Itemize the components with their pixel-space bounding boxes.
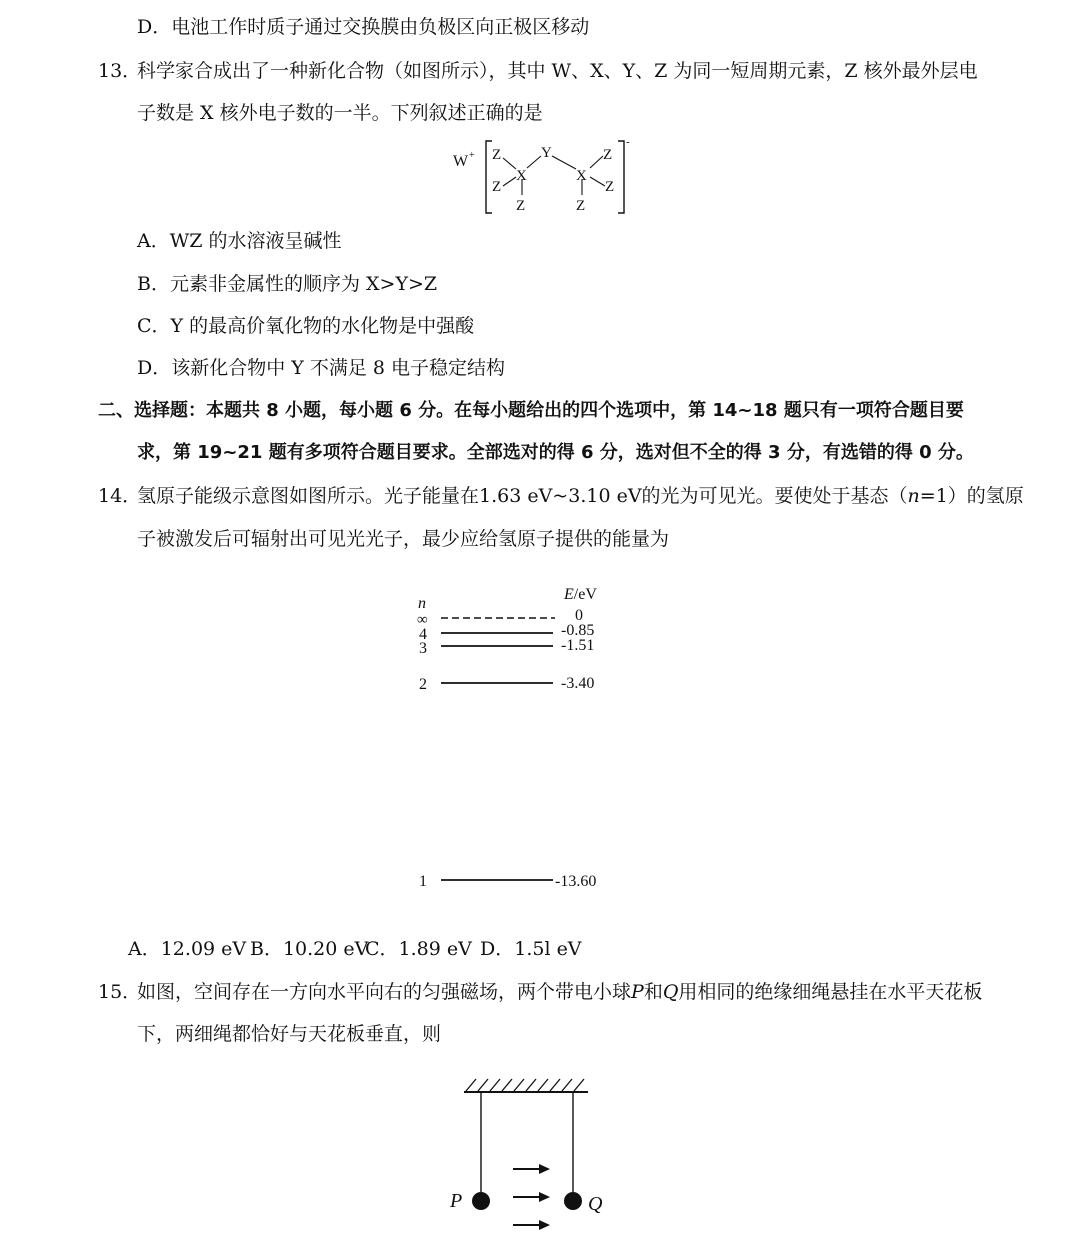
q13-cation-w: W [453,153,469,170]
q13-option-d: D．该新化合物中 Y 不满足 8 电子稳定结构 [137,357,506,379]
q14-option-d: D．1.5l eV [480,938,582,960]
level-inf-energy: 0 [575,607,583,624]
right-bracket [618,141,624,213]
q15-stem-line2: 下，两细绳都恰好与天花板垂直，则 [137,1023,442,1045]
q14-stem-line2: 子被激发后可辐射出可见光光子，最少应给氢原子提供的能量为 [137,528,670,550]
ball-p [472,1192,490,1210]
q14-energy-level-diagram [405,580,625,900]
q14-stem-line1: 氢原子能级示意图如图所示。光子能量在1.63 eV~3.10 eV的光为可见光。要使处于基态（n=1）的氢原 [137,485,1024,507]
atom-z-4: Z [576,198,586,214]
label-p: P [450,1190,463,1212]
level-3-n: 3 [419,640,427,657]
q13-number: 13． [98,60,142,82]
level-3-energy: -1.51 [561,637,595,654]
energy-axis-label: E/eV [564,586,597,603]
atom-z-3: Z [516,198,526,214]
level-4-n: 4 [419,626,427,643]
atom-z-6: Z [605,179,615,195]
atom-x-1: X [516,168,527,184]
atom-z-1: Z [492,147,502,163]
level-2-n: 2 [419,676,427,693]
q13-option-a: A．WZ 的水溶液呈碱性 [137,230,342,252]
level-1-energy: -13.60 [555,873,597,890]
q13-structure-diagram [440,135,640,220]
section2-line1: 二、选择题：本题共 8 小题，每小题 6 分。在每小题给出的四个选项中，第 14~18 题只有一项符合题目要 [98,400,964,421]
field-arrows [513,1164,550,1230]
q12-option-d: D．电池工作时质子通过交换膜由负极区向正极区移动 [137,16,590,38]
level-4-energy: -0.85 [561,622,595,639]
level-1-n: 1 [419,873,427,890]
atom-z-2: Z [492,179,502,195]
section2-line2: 求，第 19~21 题有多项符合题目要求。全部选对的得 6 分，选对但不全的得 3 分，有选错的得 0 分。 [137,442,974,463]
label-q: Q [588,1193,603,1215]
q14-option-b: B．10.20 eV [250,938,369,960]
ceiling-hatch [466,1079,584,1091]
q14-option-c: C．1.89 eV [365,938,472,960]
atom-x-2: X [576,168,587,184]
n-axis-label: n [418,595,426,612]
q13-anion-charge: - [626,136,630,148]
q15-pendulum-diagram [440,1070,630,1250]
q15-number: 15． [98,981,142,1003]
q15-stem-line1: 如图，空间存在一方向水平向右的匀强磁场，两个带电小球P和Q用相同的绝缘细绳悬挂在水平天花板 [137,981,983,1003]
q13-option-c: C．Y 的最高价氧化物的水化物是中强酸 [137,315,475,337]
q13-cation-charge: + [469,150,475,161]
q13-option-b: B．元素非金属性的顺序为 X>Y>Z [137,273,438,295]
atom-y: Y [541,145,552,161]
q14-number: 14． [98,485,142,507]
ball-q [564,1192,582,1210]
q14-option-a: A．12.09 eV [128,938,247,960]
level-2-energy: -3.40 [561,675,595,692]
level-inf-n: ∞ [417,612,428,628]
q13-stem-line1: 科学家合成出了一种新化合物（如图所示），其中 W、X、Y、Z 为同一短周期元素，Z 核外最外层电 [137,60,978,82]
q13-stem-line2: 子数是 X 核外电子数的一半。下列叙述正确的是 [137,102,543,124]
atom-z-5: Z [603,147,613,163]
